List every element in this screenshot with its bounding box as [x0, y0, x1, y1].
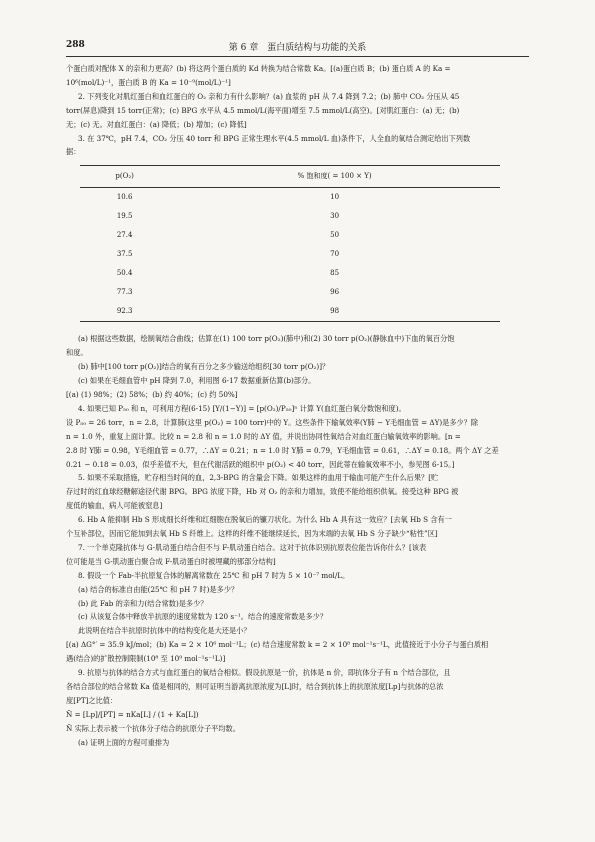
text-line: 存过时的红血球经糖解途径代谢 BPG。BPG 浓度下降，Hb 对 O₂ 的亲和力增加，致使不能给组织供氧。接受这种 BPG 被: [66, 487, 459, 497]
cell-saturation: 98: [169, 302, 500, 322]
cell-saturation: 30: [330, 211, 340, 220]
question-9: 9. 抗原与抗体的结合方式与血红蛋白的氧结合相似。假设抗原是一价，抗体是 n 价，即抗体分子有 n 个结合部位，且: [78, 668, 451, 678]
text-line: 位可能是当 G-肌动蛋白聚合成 F-肌动蛋白时被埋藏的那部分结构]: [66, 556, 276, 566]
cell-saturation: 50: [330, 230, 340, 239]
binding-equation: N̄ = [Lp]/[PT] = nKa[L] / (1 + Ka[L]): [66, 709, 199, 719]
text-line: N̄ 实际上表示被一个抗体分子结合的抗原分子平均数。: [66, 723, 240, 733]
table-row: [80, 226, 500, 245]
question-4: 4. 如果已知 P₅₀ 和 n，可利用方程(6-15) [Y/(1−Y)] = [p(O₂)/P₅₀]ⁿ 计算 Y(血红蛋白氧分数饱和度)。: [78, 403, 406, 413]
cell-po2: 10.6: [116, 192, 133, 201]
text-line: (b) 肺中[100 torr p(O₂)]结合的氧有百分之多少输送给组织[30 torr p(O₂)]？: [78, 362, 330, 372]
text-line: 10⁶(mol/L)⁻¹，蛋白质 B 的 Ka = 10⁻⁹(mol/L)⁻¹]: [66, 77, 231, 87]
text-line: 遇(结合)的扩散控制限制(10⁸ 至 10⁹ mol⁻¹s⁻¹L)]: [66, 654, 226, 664]
col-header-saturation: % 饱和度( = 100 × Y): [169, 166, 500, 188]
question-2: 2. 下列变化对肌红蛋白和血红蛋白的 O₂ 亲和力有什么影响？(a) 血浆的 pH 从 7.4 降到 7.2；(b) 肺中 CO₂ 分压从 45: [78, 91, 460, 101]
cell-saturation: 10: [330, 192, 340, 201]
text-line: (c) 如果在毛细血管中 pH 降到 7.0，利用图 6-17 数据重新估算(b)部分。: [78, 376, 316, 386]
text-line: 此说明在结合半抗原时抗体中的结构变化是大还是小？: [78, 626, 251, 636]
cell-po2: 37.5: [116, 249, 133, 258]
text-line: n = 1.0 外，重复上面计算。比较 n = 2.8 和 n = 1.0 时的 ΔY 值，并说出协同性氧结合对血红蛋白输氧效率的影响。[n =: [66, 431, 461, 441]
text-line: 各结合部位的结合常数 Ka 值是相同的，则可证明当游离抗原浓度为[L]时，结合到抗体上的抗原浓度[Lp]与抗体的总浓: [66, 682, 444, 691]
answer-line: [(a) ΔG°′ = 35.9 kJ/mol；(b) Ka = 2 × 10⁶ mol⁻¹L；(c) 结合速度常数 k = 2 × 10⁸ mol⁻¹s⁻¹L，此值接近于小分子与蛋白质相: [66, 640, 489, 650]
question-7: 7. 一个单克隆抗体与 G-肌动蛋白结合但不与 F-肌动蛋白结合。这对于抗体识别抗原表位能告诉你什么？[该表: [78, 542, 427, 552]
answer-line: [(a) (1) 98%；(2) 58%；(b) 约 40%；(c) 约 50%]: [66, 389, 238, 399]
header-rule: [66, 56, 529, 57]
text-line: 度[PT]之比值：: [66, 695, 118, 705]
chapter-title: 第 6 章 蛋白质结构与功能的关系: [228, 43, 367, 53]
cell-po2: 27.4: [116, 230, 133, 239]
table-row: [80, 245, 500, 264]
question-5: 5. 如果不采取措施，贮存相当时间的血，2,3-BPG 的含量会下降。如果这样的血用于输血可能产生什么后果？[贮: [78, 473, 439, 483]
text-line: 个蛋白质对配体 X 的亲和力更高？(b) 将这两个蛋白质的 Kd 转换为结合常数 Ka。[(a)蛋白质 B；(b) 蛋白质 A 的 Ka =: [66, 64, 451, 73]
table-row: [80, 207, 500, 226]
text-line: 设 P₅₀ = 26 torr，n = 2.8，计算肺(这里 p(O₂) = 100 torr)中的 Y。这些条件下输氧效率(Y肺 − Y毛细血管 = ΔY)是多少？除: [66, 417, 479, 427]
table-row: [80, 188, 500, 208]
text-line: 无；(c) 无。对血红蛋白：(a) 降低；(b) 增加；(c) 降低]: [66, 119, 247, 129]
text-line: 2.8 时 Y肺 = 0.98，Y毛细血管 = 0.77，∴ΔY = 0.21；n = 1.0 时 Y肺 = 0.79，Y毛细血管 = 0.61，∴ΔY = 0.18。两个 ΔY 之差: [66, 445, 499, 455]
table-row: [80, 302, 500, 322]
cell-saturation: 85: [330, 268, 340, 277]
text-line: torr(屏息)降到 15 torr(正常)；(c) BPG 水平从 4.5 mmol/L(海平面)增至 7.5 mmol/L(高空)。[对肌红蛋白：(a) 无；(b): [66, 105, 460, 115]
cell-po2: 50.4: [116, 268, 133, 277]
text-line: 0.21 − 0.18 = 0.03，似乎差值不大，但在代谢活跃的组织中 p(O₂) < 40 torr，因此蒂在输氧效率不小，参见图 6-15。]: [66, 459, 455, 469]
text-line: (a) 结合的标准自由能(25℃ 和 pH 7 时)是多少？: [78, 584, 239, 594]
text-line: (b) 此 Fab 的亲和力(结合常数)是多少？: [78, 598, 208, 608]
text-line: (c) 从该复合体中释放半抗原的速度常数为 120 s⁻¹。结合的速度常数是多少？: [78, 612, 328, 622]
text-line: (a) 证明上面的方程可重排为: [78, 737, 170, 747]
cell-saturation: 96: [330, 287, 340, 296]
text-line: 个互补部位，因而它能加到去氧 Hb S 纤维上。这样的纤维不能继续延长，因为末端的去氧 Hb S 分子缺少“粘性”区]: [66, 529, 438, 539]
text-line: 度低的输血，病人可能被窒息]: [66, 501, 163, 511]
table-row: [80, 264, 500, 283]
cell-po2: 19.5: [116, 211, 133, 220]
question-6: 6. Hb A 能抑制 Hb S 形成细长纤维和红细胞在脱氧后的镰刀状化。为什么 Hb A 具有这一效应？[去氧 Hb S 含有一: [78, 515, 452, 525]
table-row: [80, 283, 500, 302]
cell-po2: 92.3: [80, 302, 169, 322]
page-body: [66, 62, 532, 750]
cell-po2: 77.3: [116, 287, 133, 296]
text-line: 和度。: [66, 348, 88, 358]
text-line: 据：: [66, 147, 81, 157]
question-8: 8. 假设一个 Fab-半抗原复合体的解离常数在 25℃ 和 pH 7 时为 5 × 10⁻⁷ mol/L。: [78, 570, 350, 580]
text-line: (a) 根据这些数据，绘制氧结合曲线；估算在(1) 100 torr p(O₂)(肺中)和(2) 30 torr p(O₂)(静脉血中)下血的氧百分饱: [78, 334, 455, 344]
cell-saturation: 70: [330, 249, 340, 258]
running-header: [66, 40, 529, 54]
question-3: 3. 在 37℃，pH 7.4，CO₂ 分压 40 torr 和 BPG 正常生理水平(4.5 mmol/L 血)条件下，人全血的氧结合测定给出下列数: [78, 133, 471, 143]
col-header-po2: p(O₂): [80, 166, 169, 188]
page-number: 288: [66, 40, 85, 50]
oxygen-saturation-table: [80, 165, 500, 322]
